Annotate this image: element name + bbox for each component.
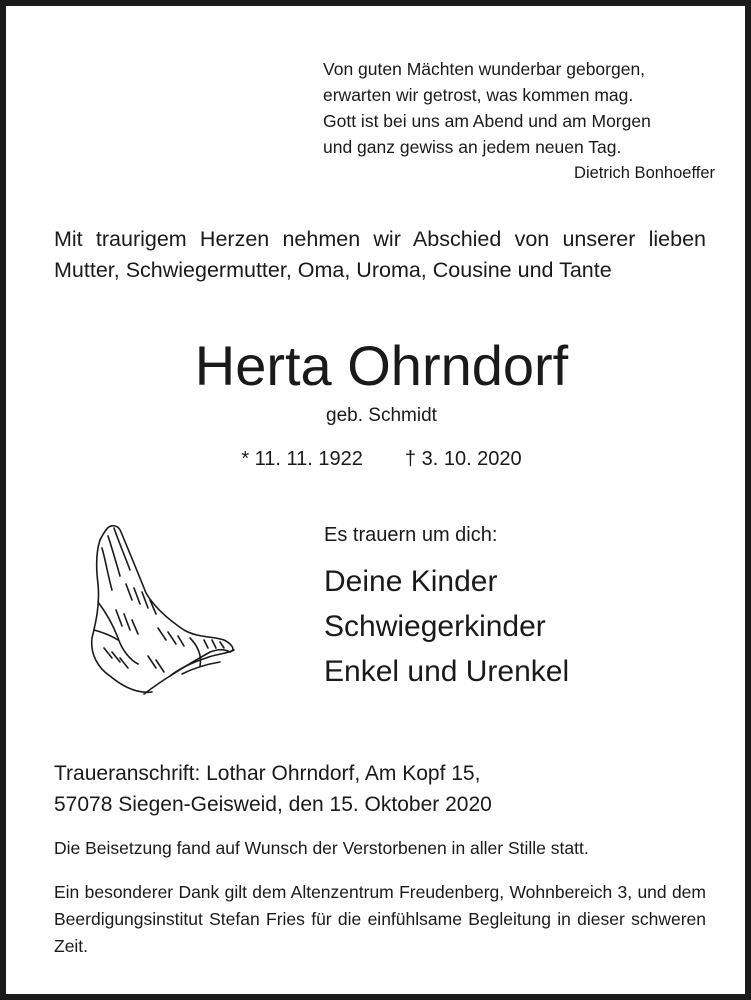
bonhoeffer-poem [323, 56, 723, 186]
life-dates [6, 444, 751, 474]
poem-line: und ganz gewiss an jedem neuen Tag. [323, 137, 622, 157]
address-line: 57078 Siegen-Geisweid, den 15. Oktober 2020 [54, 793, 492, 816]
deceased-name: Herta Ohrndorf [194, 334, 569, 397]
poem-line: Gott ist bei uns am Abend und am Morgen [323, 111, 651, 131]
mourner-group: Enkel und Urenkel [324, 655, 570, 688]
mourners-intro: Es trauern um dich: [324, 524, 498, 546]
poem-author: Dietrich Bonhoeffer [574, 164, 715, 182]
birth-date: * 11. 11. 1922 [241, 448, 363, 470]
death-date: † 3. 10. 2020 [404, 448, 522, 470]
thanks-text: Ein besonderer Dank gilt dem Altenzentrum Freudenberg, Wohnbereich 3, und dem Beerdigungsinstitut Stefan Fries für die einfühlsame Begleitung in dieser schweren Zeit. [54, 882, 706, 956]
poem-line: Von guten Mächten wunderbar geborgen, [323, 59, 646, 79]
poem-line: erwarten wir getrost, was kommen mag. [323, 85, 634, 105]
address-line: Traueranschrift: Lothar Ohrndorf, Am Kopf 15, [54, 762, 481, 785]
mourner-group: Schwiegerkinder [324, 610, 546, 643]
mourners-list [324, 559, 569, 694]
mourning-address [54, 758, 714, 820]
praying-hands-icon [86, 518, 241, 703]
maiden-name: geb. Schmidt [326, 405, 437, 426]
mourner-group: Deine Kinder [324, 565, 498, 598]
burial-note: Die Beisetzung fand auf Wunsch der Verstorbenen in aller Stille statt. [54, 838, 589, 858]
farewell-intro: Mit traurigem Herzen nehmen wir Abschied von unserer lieben Mutter, Schwiegermutter, Oma, Uroma, Cousine und Tante [54, 227, 706, 282]
